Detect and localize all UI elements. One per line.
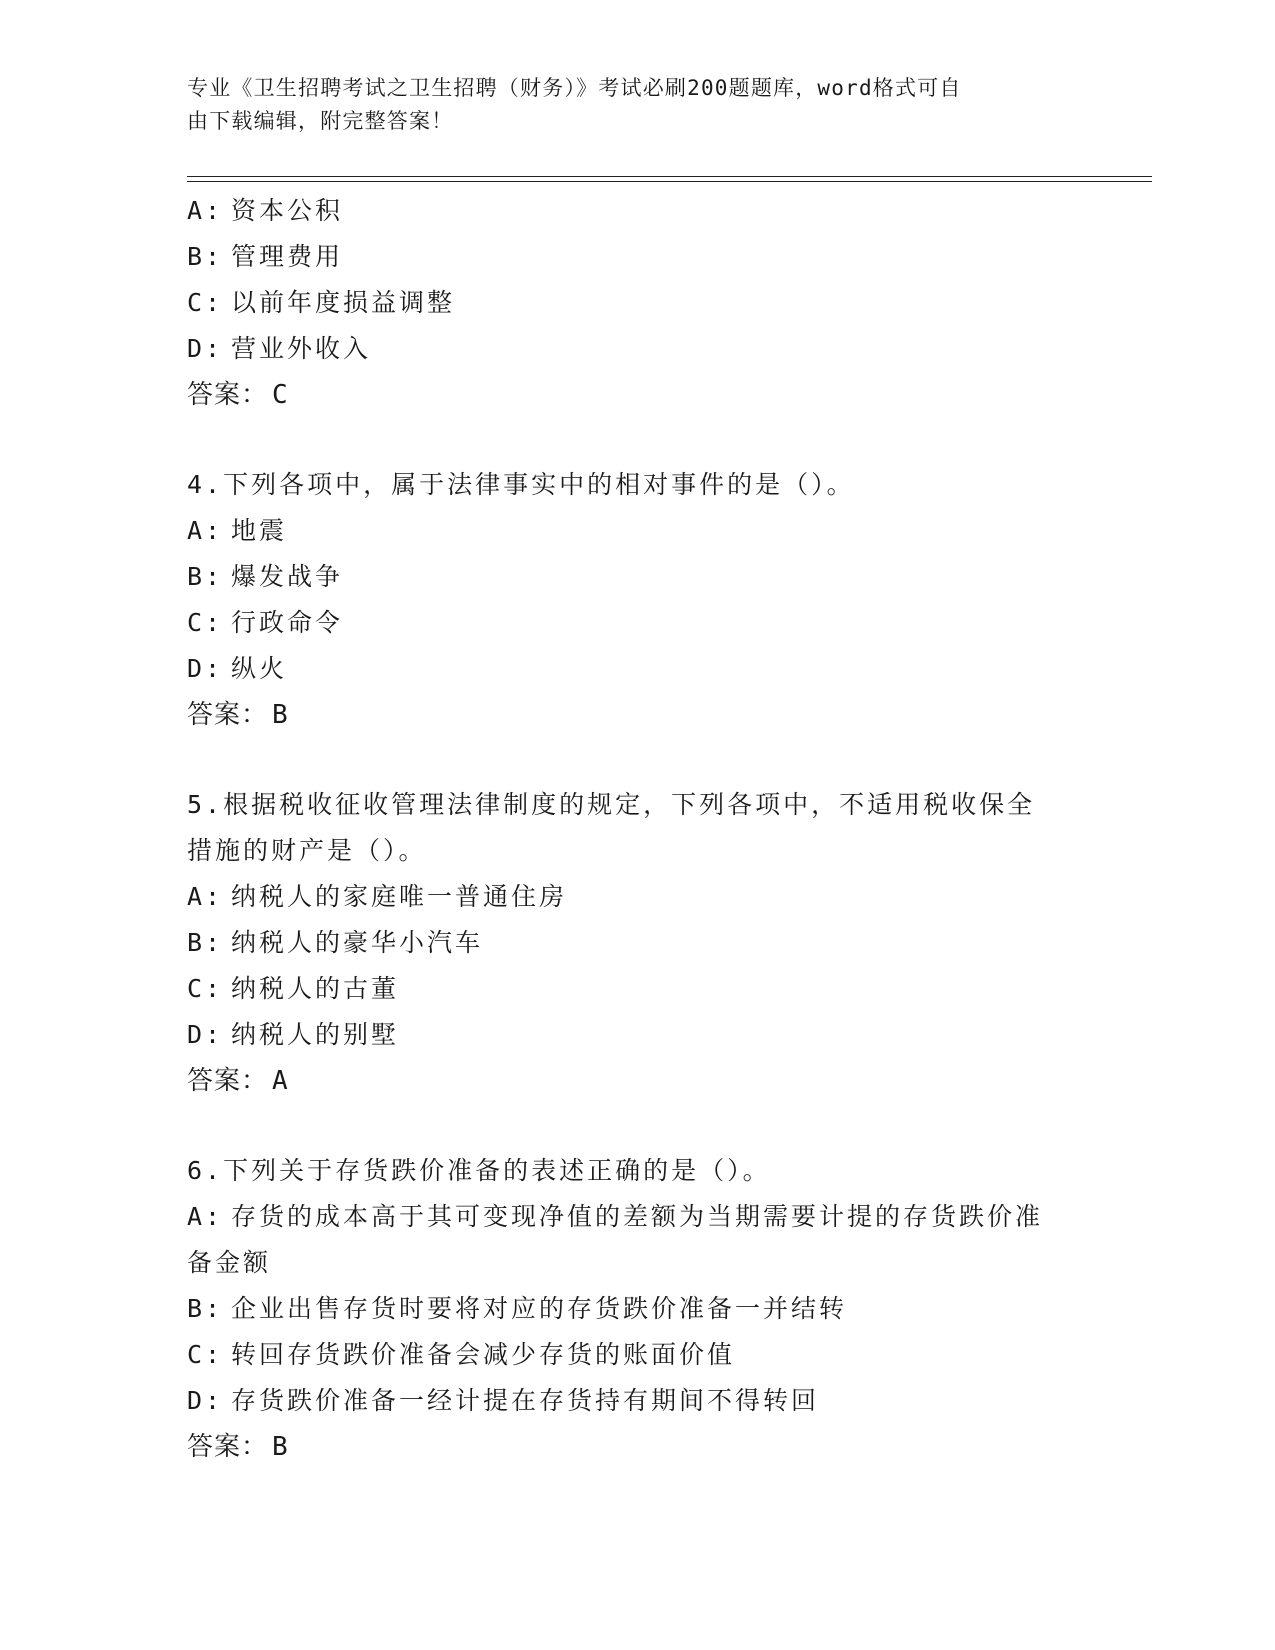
question-3 [187, 188, 1087, 418]
option-text: 资本公积 [231, 196, 344, 225]
option-text: 存货跌价准备一经计提在存货持有期间不得转回 [231, 1386, 820, 1415]
option-text: 纳税人的别墅 [231, 1020, 400, 1049]
option-d [187, 646, 1087, 692]
option-letter: B: [187, 1294, 224, 1323]
option-letter: C: [187, 288, 224, 317]
option-text: 纳税人的古董 [231, 974, 400, 1003]
option-a [187, 188, 1087, 234]
answer-value: B [272, 1432, 289, 1462]
option-c [187, 1332, 1087, 1378]
option-text: 管理费用 [231, 242, 344, 271]
answer-label: 答案： [187, 380, 269, 410]
header-line-1: 专业《卫生招聘考试之卫生招聘（财务）》考试必刷200题题库，word格式可自 [187, 76, 962, 100]
option-letter: A: [187, 196, 224, 225]
option-letter: B: [187, 562, 224, 591]
option-c [187, 966, 1087, 1012]
option-b [187, 234, 1087, 280]
answer-value: A [272, 1066, 289, 1096]
option-a [187, 508, 1087, 554]
option-letter: B: [187, 928, 224, 957]
option-c [187, 280, 1087, 326]
option-text: 存货的成本高于其可变现净值的差额为当期需要计提的存货跌价准 [231, 1202, 1044, 1231]
option-text: 以前年度损益调整 [231, 288, 456, 317]
header-divider-top [187, 176, 1152, 177]
answer-line [187, 372, 1087, 418]
option-letter: C: [187, 608, 224, 637]
option-d [187, 1012, 1087, 1058]
option-letter: D: [187, 334, 224, 363]
option-c [187, 600, 1087, 646]
option-letter: C: [187, 974, 224, 1003]
option-text: 爆发战争 [231, 562, 344, 591]
option-letter: A: [187, 1202, 224, 1231]
question-stem-line-2: 措施的财产是（）。 [187, 836, 427, 865]
option-letter: A: [187, 882, 224, 911]
question-4 [187, 462, 1087, 738]
option-letter: B: [187, 242, 224, 271]
option-a [187, 874, 1087, 920]
answer-value: B [272, 700, 289, 730]
option-b [187, 920, 1087, 966]
option-text: 营业外收入 [231, 334, 372, 363]
answer-label: 答案： [187, 1432, 269, 1462]
option-text: 地震 [231, 516, 288, 545]
option-text: 纳税人的豪华小汽车 [231, 928, 484, 957]
answer-line [187, 1058, 1087, 1104]
option-letter: D: [187, 654, 224, 683]
option-d [187, 1378, 1087, 1424]
option-letter: A: [187, 516, 224, 545]
question-stem: 4.下列各项中，属于法律事实中的相对事件的是（）。 [187, 470, 855, 499]
answer-label: 答案： [187, 1066, 269, 1096]
option-text: 纳税人的家庭唯一普通住房 [231, 882, 568, 911]
option-a-continued: 备金额 [187, 1248, 272, 1277]
answer-label: 答案： [187, 700, 269, 730]
answer-line [187, 1424, 1087, 1470]
option-b [187, 1286, 1087, 1332]
option-b [187, 554, 1087, 600]
question-stem-line-1: 5.根据税收征收管理法律制度的规定，下列各项中，不适用税收保全 [187, 790, 1036, 819]
question-stem: 6.下列关于存货跌价准备的表述正确的是（）。 [187, 1156, 771, 1185]
question-list [187, 188, 1087, 1470]
option-text: 企业出售存货时要将对应的存货跌价准备一并结转 [231, 1294, 848, 1323]
header-divider-bottom [187, 181, 1152, 182]
question-6 [187, 1148, 1087, 1470]
option-text: 行政命令 [231, 608, 344, 637]
option-letter: D: [187, 1020, 224, 1049]
header-line-2: 由下载编辑，附完整答案！ [187, 109, 454, 133]
option-a [187, 1194, 1087, 1240]
answer-line [187, 692, 1087, 738]
option-text: 纵火 [231, 654, 288, 683]
option-text: 转回存货跌价准备会减少存货的账面价值 [231, 1340, 736, 1369]
question-5 [187, 782, 1087, 1104]
document-header [187, 72, 1067, 138]
option-letter: D: [187, 1386, 224, 1415]
option-d [187, 326, 1087, 372]
answer-value: C [272, 380, 289, 410]
option-letter: C: [187, 1340, 224, 1369]
